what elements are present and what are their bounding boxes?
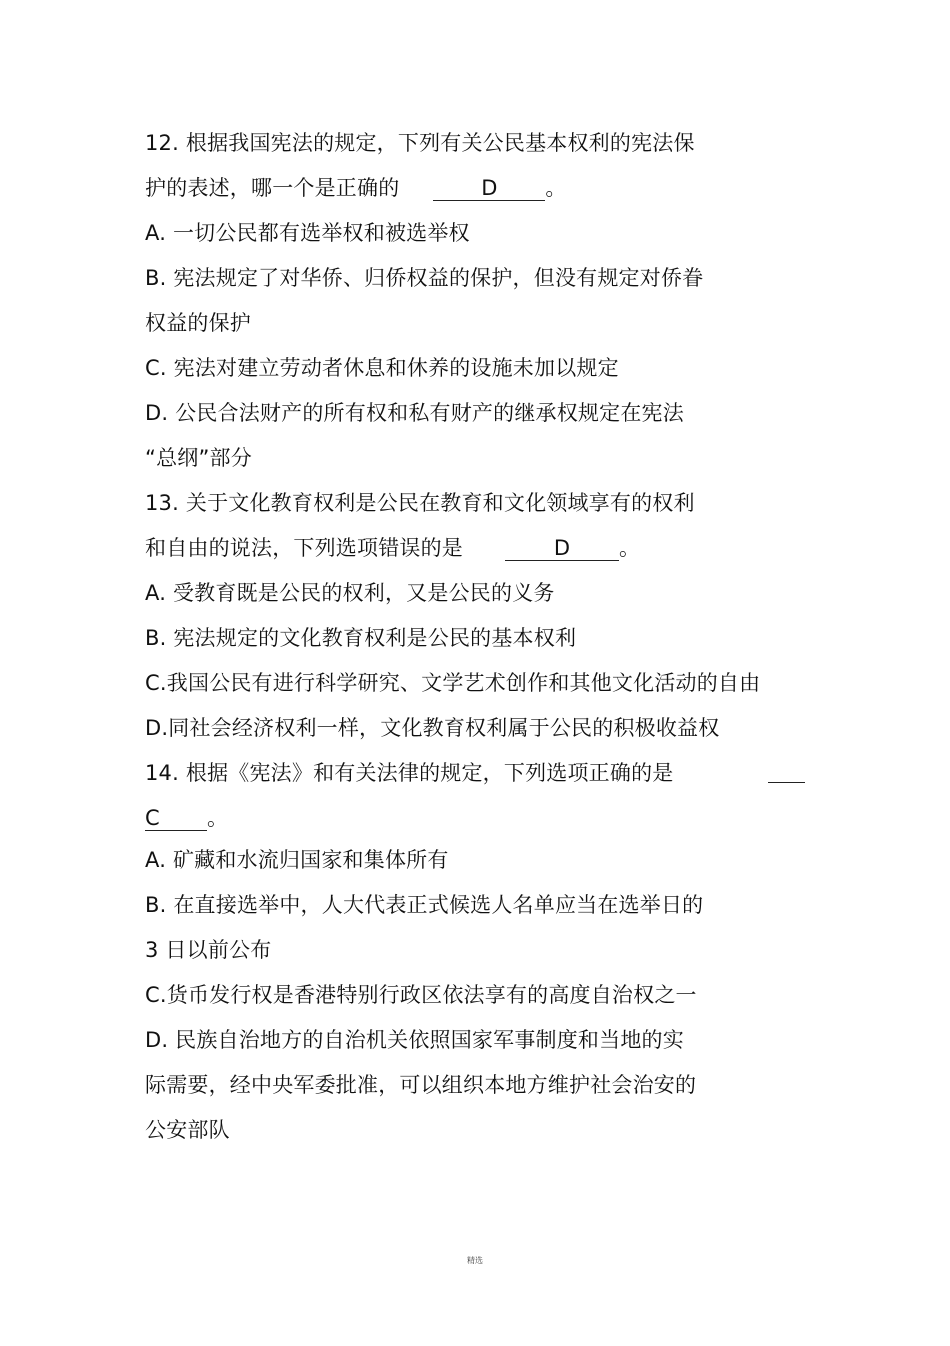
q13-option-a: A. 受教育既是公民的权利，又是公民的义务 [145, 581, 555, 605]
q12-stem-line2-text: 护的表述，哪一个是正确的 [145, 176, 400, 200]
q14-stem-line2 [145, 803, 228, 833]
q12-option-c: C. 宪法对建立劳动者休息和休养的设施未加以规定 [145, 356, 619, 380]
q14-option-a: A. 矿藏和水流归国家和集体所有 [145, 848, 449, 872]
page-footer-label: 精选 [467, 1256, 483, 1265]
q12-option-a: A. 一切公民都有选举权和被选举权 [145, 221, 470, 245]
q14-option-d-line2: 际需要，经中央军委批准，可以组织本地方维护社会治安的 [145, 1073, 697, 1097]
q14-option-b-line2: 3 日以前公布 [145, 938, 272, 962]
q13-option-b: B. 宪法规定的文化教育权利是公民的基本权利 [145, 626, 577, 650]
q14-option-d-line3: 公安部队 [145, 1118, 230, 1142]
q13-stem-line2-text: 和自由的说法，下列选项错误的是 [145, 536, 463, 560]
q14-option-c: C.货币发行权是香港特别行政区依法享有的高度自治权之一 [145, 983, 697, 1007]
q14-option-b-line1: B. 在直接选举中，人大代表正式候选人名单应当在选举日的 [145, 893, 704, 917]
q14-stem-line1-text: 14. 根据《宪法》和有关法律的规定，下列选项正确的是 [145, 761, 674, 785]
q12-option-b-line1: B. 宪法规定了对华侨、归侨权益的保护，但没有规定对侨眷 [145, 266, 704, 290]
q12-option-d-line2: “总纲”部分 [145, 446, 252, 470]
q12-answer-blank: D [433, 176, 545, 201]
q12-option-d-line1: D. 公民合法财产的所有权和私有财产的继承权规定在宪法 [145, 401, 684, 425]
q12-stem-line1: 12. 根据我国宪法的规定，下列有关公民基本权利的宪法保 [145, 131, 695, 155]
q14-blank-start [768, 782, 805, 783]
q14-stem-period: 。 [207, 806, 229, 830]
q14-option-d-line1: D. 民族自治地方的自治机关依照国家军事制度和当地的实 [145, 1028, 684, 1052]
q13-answer-blank: D [505, 536, 619, 561]
q12-option-b-line2: 权益的保护 [145, 311, 251, 335]
q13-option-c: C.我国公民有进行科学研究、文学艺术创作和其他文化活动的自由 [145, 671, 761, 695]
q14-answer-blank: C [145, 806, 207, 831]
q14-stem-line1 [145, 758, 673, 788]
q13-stem-line2 [145, 533, 640, 563]
q13-stem-line1: 13. 关于文化教育权利是公民在教育和文化领域享有的权利 [145, 491, 695, 515]
q12-stem-line2 [145, 173, 567, 203]
q13-stem-period: 。 [619, 536, 641, 560]
q12-stem-period: 。 [545, 176, 567, 200]
q13-option-d: D.同社会经济权利一样，文化教育权利属于公民的积极收益权 [145, 716, 720, 740]
